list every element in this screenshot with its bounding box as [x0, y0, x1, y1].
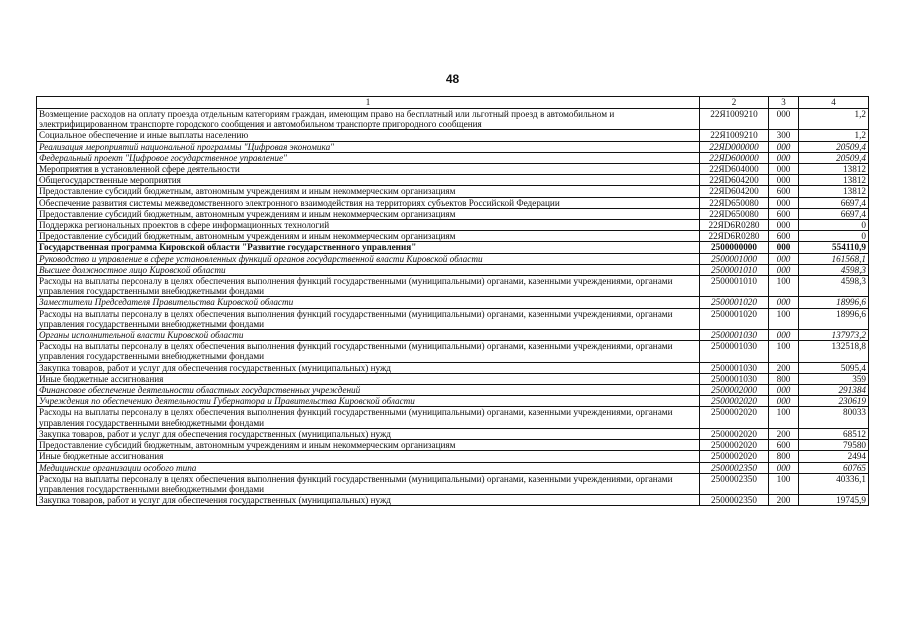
row-name-cell: Закупка товаров, работ и услуг для обеспечения государственных (муниципальных) нужд — [37, 428, 700, 439]
row-type-cell: 100 — [769, 308, 799, 329]
row-type-cell: 000 — [769, 242, 799, 253]
table-row — [37, 495, 869, 506]
table-row — [37, 152, 869, 163]
row-amount-cell: 18996,6 — [799, 308, 869, 329]
row-type-cell: 000 — [769, 330, 799, 341]
row-code-cell: 22ЯD650080 — [700, 208, 769, 219]
table-row — [37, 208, 869, 219]
row-amount-cell: 1,2 — [799, 130, 869, 141]
row-amount-cell: 13812 — [799, 164, 869, 175]
row-name-cell: Закупка товаров, работ и услуг для обеспечения государственных (муниципальных) нужд — [37, 362, 700, 373]
row-name-cell: Заместители Председателя Правительства Кировской области — [37, 297, 700, 308]
row-name-cell: Финансовое обеспечение деятельности областных государственных учреждений — [37, 385, 700, 396]
table-row — [37, 385, 869, 396]
row-code-cell: 2500001010 — [700, 276, 769, 297]
table-row — [37, 253, 869, 264]
table-row — [37, 197, 869, 208]
row-code-cell: 2500001030 — [700, 362, 769, 373]
row-type-cell: 800 — [769, 451, 799, 462]
row-amount-cell: 2494 — [799, 451, 869, 462]
row-name-cell: Расходы на выплаты персоналу в целях обеспечения выполнения функций государственными (муниципальными) органами, казенными учреждениями, органами управления государственными внебюджетными фондами — [37, 407, 700, 428]
row-amount-cell: 80033 — [799, 407, 869, 428]
row-type-cell: 000 — [769, 175, 799, 186]
row-amount-cell: 13812 — [799, 186, 869, 197]
row-amount-cell: 0 — [799, 220, 869, 231]
row-amount-cell: 13812 — [799, 175, 869, 186]
row-name-cell: Учреждения по обеспечению деятельности Губернатора и Правительства Кировской области — [37, 396, 700, 407]
row-type-cell: 000 — [769, 462, 799, 473]
row-amount-cell: 0 — [799, 231, 869, 242]
row-type-cell: 100 — [769, 407, 799, 428]
table-row — [37, 297, 869, 308]
row-name-cell: Органы исполнительной власти Кировской области — [37, 330, 700, 341]
budget-table — [36, 96, 869, 506]
row-name-cell: Обеспечение развития системы межведомственного электронного взаимодействия на территориях субъектов Российской Федерации — [37, 197, 700, 208]
row-code-cell: 2500002350 — [700, 495, 769, 506]
table-row — [37, 473, 869, 494]
row-type-cell: 600 — [769, 208, 799, 219]
row-code-cell: 22ЯD650080 — [700, 197, 769, 208]
table-row — [37, 451, 869, 462]
row-code-cell: 2500002020 — [700, 396, 769, 407]
row-type-cell: 600 — [769, 186, 799, 197]
table-row — [37, 362, 869, 373]
table-row — [37, 220, 869, 231]
row-name-cell: Поддержка региональных проектов в сфере информационных технологий — [37, 220, 700, 231]
row-code-cell: 22ЯD604000 — [700, 164, 769, 175]
row-code-cell: 22ЯD604200 — [700, 186, 769, 197]
row-type-cell: 000 — [769, 253, 799, 264]
row-amount-cell: 554110,9 — [799, 242, 869, 253]
table-row — [37, 164, 869, 175]
row-type-cell: 100 — [769, 341, 799, 362]
row-name-cell: Высшее должностное лицо Кировской области — [37, 264, 700, 275]
row-name-cell: Мероприятия в установленной сфере деятельности — [37, 164, 700, 175]
row-type-cell: 000 — [769, 109, 799, 130]
row-name-cell: Предоставление субсидий бюджетным, автономным учреждениям и иным некоммерческим организациям — [37, 208, 700, 219]
row-code-cell: 2500002000 — [700, 385, 769, 396]
column-header-name: 1 — [37, 97, 700, 109]
row-type-cell: 000 — [769, 141, 799, 152]
row-name-cell: Иные бюджетные ассигнования — [37, 451, 700, 462]
row-code-cell: 22ЯD600000 — [700, 152, 769, 163]
row-type-cell: 800 — [769, 373, 799, 384]
row-amount-cell: 60765 — [799, 462, 869, 473]
row-code-cell: 2500000000 — [700, 242, 769, 253]
row-type-cell: 000 — [769, 152, 799, 163]
row-name-cell: Возмещение расходов на оплату проезда отдельным категориям граждан, имеющим право на бесплатный или льготный проезд в автомобильном и электрифицированном транспорте городского сообщения и автомобильном транспорте пригородного сообщения — [37, 109, 700, 130]
column-header-type: 3 — [769, 97, 799, 109]
row-amount-cell: 68512 — [799, 428, 869, 439]
table-row — [37, 109, 869, 130]
table-row — [37, 373, 869, 384]
row-name-cell: Предоставление субсидий бюджетным, автономным учреждениям и иным некоммерческим организациям — [37, 186, 700, 197]
row-name-cell: Закупка товаров, работ и услуг для обеспечения государственных (муниципальных) нужд — [37, 495, 700, 506]
column-header-amount: 4 — [799, 97, 869, 109]
row-amount-cell: 359 — [799, 373, 869, 384]
table-header — [37, 97, 869, 109]
row-code-cell: 22Я1009210 — [700, 109, 769, 130]
row-amount-cell: 40336,1 — [799, 473, 869, 494]
row-amount-cell: 4598,3 — [799, 276, 869, 297]
row-amount-cell: 4598,3 — [799, 264, 869, 275]
row-code-cell: 2500001020 — [700, 308, 769, 329]
row-code-cell: 2500001030 — [700, 341, 769, 362]
row-name-cell: Предоставление субсидий бюджетным, автономным учреждениям и иным некоммерческим организациям — [37, 440, 700, 451]
row-code-cell: 2500002020 — [700, 451, 769, 462]
row-amount-cell: 1,2 — [799, 109, 869, 130]
row-code-cell: 2500002350 — [700, 473, 769, 494]
table-row — [37, 330, 869, 341]
table-row — [37, 276, 869, 297]
row-name-cell: Федеральный проект "Цифровое государственное управление" — [37, 152, 700, 163]
row-amount-cell: 18996,6 — [799, 297, 869, 308]
row-type-cell: 600 — [769, 440, 799, 451]
row-code-cell: 2500002350 — [700, 462, 769, 473]
row-name-cell: Медицинские организации особого типа — [37, 462, 700, 473]
table-row — [37, 407, 869, 428]
row-type-cell: 300 — [769, 130, 799, 141]
row-amount-cell: 79580 — [799, 440, 869, 451]
row-code-cell: 2500001010 — [700, 264, 769, 275]
row-name-cell: Расходы на выплаты персоналу в целях обеспечения выполнения функций государственными (муниципальными) органами, казенными учреждениями, органами управления государственными внебюджетными фондами — [37, 341, 700, 362]
row-code-cell: 2500001030 — [700, 330, 769, 341]
table-row — [37, 396, 869, 407]
row-amount-cell: 137973,2 — [799, 330, 869, 341]
row-code-cell: 22ЯD6R0280 — [700, 231, 769, 242]
row-amount-cell: 132518,8 — [799, 341, 869, 362]
row-amount-cell: 6697,4 — [799, 197, 869, 208]
row-type-cell: 100 — [769, 276, 799, 297]
row-type-cell: 000 — [769, 264, 799, 275]
table-body — [37, 109, 869, 506]
row-type-cell: 200 — [769, 362, 799, 373]
row-name-cell: Государственная программа Кировской области "Развитие государственного управления" — [37, 242, 700, 253]
row-name-cell: Реализация мероприятий национальной программы "Цифровая экономика" — [37, 141, 700, 152]
row-name-cell: Общегосударственные мероприятия — [37, 175, 700, 186]
table-row — [37, 462, 869, 473]
row-code-cell: 22ЯD604200 — [700, 175, 769, 186]
row-type-cell: 600 — [769, 231, 799, 242]
row-amount-cell: 20509,4 — [799, 152, 869, 163]
row-type-cell: 200 — [769, 428, 799, 439]
row-amount-cell: 6697,4 — [799, 208, 869, 219]
row-amount-cell: 230619 — [799, 396, 869, 407]
row-type-cell: 000 — [769, 297, 799, 308]
table-row — [37, 308, 869, 329]
row-code-cell: 2500002020 — [700, 440, 769, 451]
row-amount-cell: 19745,9 — [799, 495, 869, 506]
row-code-cell: 2500001020 — [700, 297, 769, 308]
row-code-cell: 22ЯD000000 — [700, 141, 769, 152]
row-name-cell: Предоставление субсидий бюджетным, автономным учреждениям и иным некоммерческим организациям — [37, 231, 700, 242]
row-name-cell: Расходы на выплаты персоналу в целях обеспечения выполнения функций государственными (муниципальными) органами, казенными учреждениями, органами управления государственными внебюджетными фондами — [37, 473, 700, 494]
row-type-cell: 000 — [769, 385, 799, 396]
table-row — [37, 175, 869, 186]
row-name-cell: Иные бюджетные ассигнования — [37, 373, 700, 384]
row-type-cell: 000 — [769, 396, 799, 407]
row-type-cell: 000 — [769, 164, 799, 175]
row-amount-cell: 161568,1 — [799, 253, 869, 264]
row-code-cell: 22Я1009210 — [700, 130, 769, 141]
header-row — [37, 97, 869, 109]
row-code-cell: 2500002020 — [700, 428, 769, 439]
row-code-cell: 2500001030 — [700, 373, 769, 384]
table-row — [37, 428, 869, 439]
row-amount-cell: 291384 — [799, 385, 869, 396]
row-amount-cell: 20509,4 — [799, 141, 869, 152]
row-code-cell: 2500002020 — [700, 407, 769, 428]
column-header-code: 2 — [700, 97, 769, 109]
table-row — [37, 440, 869, 451]
row-code-cell: 2500001000 — [700, 253, 769, 264]
table-row — [37, 264, 869, 275]
row-name-cell: Руководство и управление в сфере установленных функций органов государственной власти Кировской области — [37, 253, 700, 264]
row-type-cell: 100 — [769, 473, 799, 494]
row-name-cell: Расходы на выплаты персоналу в целях обеспечения выполнения функций государственными (муниципальными) органами, казенными учреждениями, органами управления государственными внебюджетными фондами — [37, 276, 700, 297]
row-type-cell: 200 — [769, 495, 799, 506]
row-name-cell: Расходы на выплаты персоналу в целях обеспечения выполнения функций государственными (муниципальными) органами, казенными учреждениями, органами управления государственными внебюджетными фондами — [37, 308, 700, 329]
table-row — [37, 186, 869, 197]
table-row — [37, 341, 869, 362]
table-row — [37, 231, 869, 242]
table-row — [37, 141, 869, 152]
row-type-cell: 000 — [769, 220, 799, 231]
row-code-cell: 22ЯD6R0280 — [700, 220, 769, 231]
table-row — [37, 130, 869, 141]
table-row — [37, 242, 869, 253]
page-number: 48 — [445, 72, 460, 86]
row-name-cell: Социальное обеспечение и иные выплаты населению — [37, 130, 700, 141]
row-amount-cell: 5095,4 — [799, 362, 869, 373]
row-type-cell: 000 — [769, 197, 799, 208]
